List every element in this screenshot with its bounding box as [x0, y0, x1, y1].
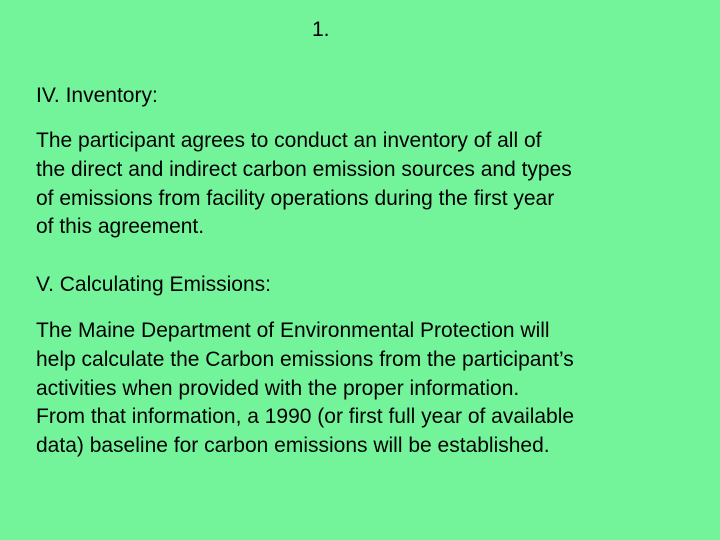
emissions-line-2: help calculate the Carbon emissions from the participant’s [36, 347, 574, 371]
inventory-line-3: of emissions from facility operations during the first year [36, 186, 555, 210]
inventory-paragraph [36, 127, 572, 242]
inventory-line-1: The participant agrees to conduct an inventory of all of [36, 129, 542, 152]
emissions-line-1: The Maine Department of Environmental Protection will [36, 319, 550, 342]
inventory-line-4: of this agreement. [36, 215, 205, 239]
inventory-line-2: the direct and indirect carbon emission sources and types [36, 157, 572, 181]
emissions-line-5: data) baseline for carbon emissions will be established. [36, 434, 550, 457]
emissions-line-3: activities when provided with the proper information. [36, 376, 520, 400]
slide-number: 1. [312, 18, 330, 41]
inventory-heading: IV. Inventory: [36, 84, 158, 107]
calculating-emissions-paragraph [36, 317, 574, 461]
emissions-line-4: From that information, a 1990 (or first full year of available [36, 405, 575, 429]
calculating-emissions-heading: V. Calculating Emissions: [36, 273, 271, 296]
